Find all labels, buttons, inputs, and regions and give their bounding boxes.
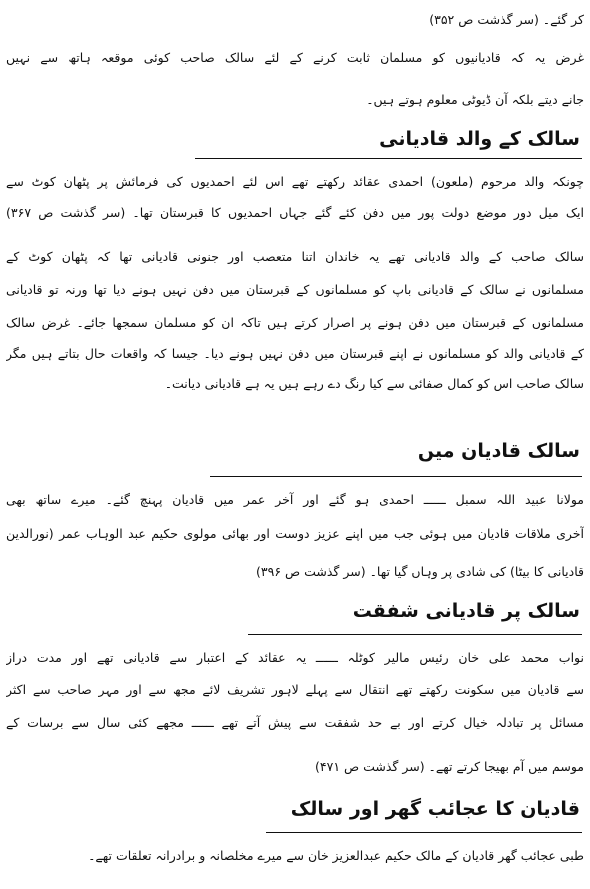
text-line: مولانا عبید اللہ سمبل ــــــ احمدی ہو گئے اور آخر عمر میں قادیان پہنچ گئے۔ میرے ساتھ بھی — [6, 492, 584, 507]
text-line: نواب محمد علی خان رئیس مالیر کوٹلہ ــــــ یہ عقائد کے اعتبار سے قادیانی تھے اور مدت دراز — [6, 650, 584, 665]
text-line: طبی عجائب گھر قادیان کے مالک حکیم عبدالعزیز خان سے میرے مخلصانہ و برادرانہ تعلقات تھے۔ — [88, 848, 584, 863]
heading-underline — [210, 476, 582, 477]
text-line: سے قادیان میں سکونت رکھتے تھے انتقال سے پہلے لاہور تشریف لائے مجھ سے اور مہر صاحب سے اکثر — [6, 682, 584, 697]
text-line: موسم میں آم بھیجا کرتے تھے۔ (سر گذشت ص ۴۷۱) — [315, 759, 584, 774]
section-heading: سالک پر قادیانی شفقت — [352, 600, 580, 622]
section-heading: سالک قادیان میں — [417, 440, 580, 462]
text-line: آخری ملاقات قادیان میں ہوئی جب میں اپنے عزیز دوست اور بھائی مولوی حکیم عبد الوہاب عمر (نورالدین — [6, 526, 584, 541]
text-line: مسلمانوں نے سالک کے قادیانی باپ کو مسلمانوں کے قبرستان میں دفن نہیں ہونے دیا تھا ورنہ تو قادیانی — [6, 282, 584, 297]
text-line: چونکہ والد مرحوم (ملعون) احمدی عقائد رکھتے تھے اس لئے احمدیوں کی فرمائش پر پٹھان کوٹ سے — [6, 174, 584, 189]
text-line: کے قادیانی والد کو مسلمانوں نے اپنے قبرستان میں دفن نہیں ہونے دیا۔ جیسا کہ واقعات حال بتاتے ہیں مگر — [6, 346, 584, 361]
heading-underline — [266, 832, 582, 833]
text-line: مسلمانوں کے قبرستان میں دفن ہونے پر اصرار کرتے ہیں تاکہ ان کو مسلمان سمجھا جائے۔ غرض سالک — [6, 315, 584, 330]
text-line: سالک صاحب اس کو کمال صفائی سے کیا رنگ دے رہے ہیں یہ ہے قادیانی دیانت۔ — [164, 376, 584, 391]
text-line: مسائل پر تبادلہ خیال کرتے اور بے حد شفقت سے پیش آتے تھے ــــــ مجھے کئی سال سے برسات کے — [6, 715, 584, 730]
text-line: جانے دیتے بلکہ آن ڈیوٹی معلوم ہوتے ہیں۔ — [366, 92, 584, 107]
text-line: سالک صاحب کے والد قادیانی تھے یہ خاندان اتنا متعصب اور جنونی قادیانی تھا کہ پٹھان کوٹ کے — [6, 249, 584, 264]
section-heading: سالک کے والد قادیانی — [379, 128, 580, 150]
section-heading: قادیان کا عجائب گھر اور سالک — [290, 798, 580, 820]
heading-underline — [195, 158, 582, 159]
text-line: کر گئے۔ (سر گذشت ص ۳۵۲) — [429, 12, 584, 27]
text-line: قادیانی کا بیٹا) کی شادی پر وہاں گیا تھا۔ (سر گذشت ص ۳۹۶) — [256, 564, 584, 579]
heading-underline — [248, 634, 582, 635]
text-line: غرض یہ کہ قادیانیوں کو مسلمان ثابت کرنے کے لئے سالک صاحب کوئی موقعہ ہاتھ سے نہیں — [6, 50, 584, 65]
text-line: ایک میل دور موضع دولت پور میں دفن کئے گئے جہاں احمدیوں کا قبرستان تھا۔ (سر گذشت ص ۳۶۷) — [6, 205, 584, 220]
